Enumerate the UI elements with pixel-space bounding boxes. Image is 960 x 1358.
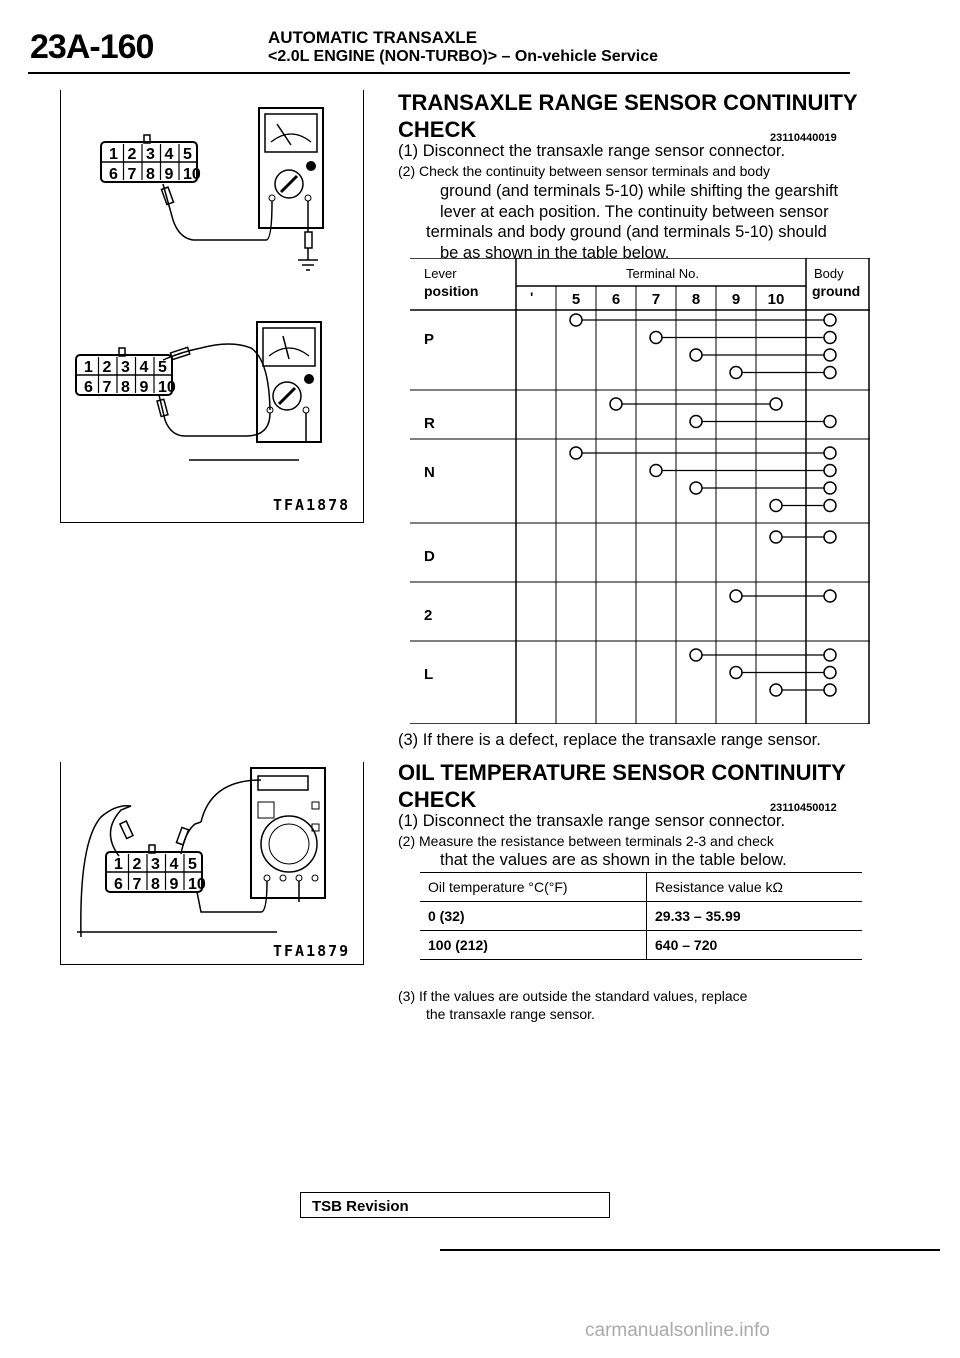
watermark: carmanualsonline.info (585, 1320, 770, 1341)
connector-pin-label: 4 (139, 359, 149, 376)
header-rule (28, 72, 850, 74)
figure-label: TFA1879 (273, 942, 351, 960)
continuity-terminal-dot (570, 314, 582, 326)
header-terminal: Terminal No. (626, 266, 699, 281)
continuity-table (410, 258, 870, 724)
continuity-terminal-dot (770, 500, 782, 512)
connector-pin-label: 2 (127, 146, 137, 163)
oil-section-title: OIL TEMPERATURE SENSOR CONTINUITY CHECK 23110450012 (398, 759, 846, 813)
connector-pin-label: 5 (188, 856, 197, 873)
continuity-terminal-dot (824, 416, 836, 428)
terminal-label: 7 (651, 291, 661, 308)
connector-pin-label: 6 (84, 379, 93, 396)
connector-icon (101, 135, 201, 183)
range-step-2-line-2: ground (and terminals 5-10) while shifting the gearshift (440, 182, 839, 200)
continuity-terminal-dot (824, 367, 836, 379)
connector-pin-label: 3 (146, 146, 155, 163)
connector-pin-label: 4 (164, 146, 174, 163)
position-label: 2 (424, 607, 433, 624)
connector-pin-label: 10 (183, 166, 201, 183)
header-tick: ' (530, 289, 534, 305)
oil-step-3-line-1: (3) If the values are outside the standard values, replace (398, 988, 748, 1004)
header-title: AUTOMATIC TRANSAXLE (268, 28, 478, 47)
position-label: D (424, 548, 435, 565)
connector-pin-label: 9 (139, 379, 149, 396)
terminal-label: 8 (691, 291, 701, 308)
connector-pin-label: 3 (151, 856, 160, 873)
continuity-terminal-dot (690, 349, 702, 361)
terminal-label: 10 (767, 291, 785, 308)
header-ground: ground (812, 283, 861, 299)
continuity-terminal-dot (570, 447, 582, 459)
range-step-3: (3) If there is a defect, replace the transaxle range sensor. (398, 731, 821, 749)
position-label: N (424, 464, 435, 481)
terminal-label: 5 (571, 291, 581, 308)
header-subtitle: <2.0L ENGINE (NON-TURBO)> – On-vehicle Service (268, 48, 659, 65)
terminal-label: 9 (731, 291, 741, 308)
continuity-terminal-dot (824, 332, 836, 344)
ground-symbol-icon (298, 260, 318, 270)
range-section-title: TRANSAXLE RANGE SENSOR CONTINUITY CHECK 23110440019 (398, 89, 858, 143)
connector-pin-label: 1 (84, 359, 93, 376)
oil-step-1: (1) Disconnect the transaxle range sensor connector. (398, 812, 786, 830)
connector-pin-label: 7 (102, 379, 112, 396)
connector-pin-label: 10 (188, 876, 206, 893)
position-label: P (424, 331, 435, 348)
range-step-2-line-4: terminals and body ground (and terminals 5-10) should (426, 223, 827, 241)
connector-icon (76, 348, 176, 396)
resistance-header-temp: Oil temperature °C(°F) (420, 873, 647, 902)
connector-pin-label: 9 (164, 166, 174, 183)
range-step-2-line-1: (2) Check the continuity between sensor terminals and body (398, 163, 770, 179)
oil-step-2-line-2: that the values are as shown in the table below. (440, 851, 787, 869)
multimeter-icon (259, 108, 323, 228)
continuity-terminal-dot (690, 416, 702, 428)
connector-pin-label: 7 (132, 876, 142, 893)
section-code: 23110450012 (770, 802, 837, 814)
continuity-terminal-dot (690, 482, 702, 494)
continuity-terminal-dot (730, 367, 742, 379)
continuity-terminal-dot (824, 590, 836, 602)
tsb-revision-label: TSB Revision (312, 1198, 409, 1215)
continuity-terminal-dot (770, 531, 782, 543)
position-label: R (424, 415, 435, 432)
connector-pin-label: 1 (114, 856, 123, 873)
table-row (420, 931, 862, 960)
connector-pin-label: 9 (169, 876, 179, 893)
oil-temp-illustration (61, 762, 363, 964)
continuity-terminal-dot (824, 667, 836, 679)
resistance-header-value: Resistance value kΩ (647, 873, 863, 902)
connector-pin-label: 8 (151, 876, 160, 893)
table-row (420, 902, 862, 931)
multimeter-icon (257, 322, 321, 442)
continuity-terminal-dot (650, 332, 662, 344)
continuity-terminal-dot (824, 684, 836, 696)
continuity-terminal-dot (824, 500, 836, 512)
range-step-2-line-5: be as shown in the table below. (440, 244, 670, 262)
page-number: 23A-160 (30, 28, 154, 66)
continuity-terminal-dot (824, 482, 836, 494)
position-label: L (424, 666, 434, 683)
figure-oil-temp (60, 762, 364, 965)
connector-pin-label: 2 (102, 359, 112, 376)
header-position: position (424, 283, 479, 299)
temp-cell: 0 (32) (420, 902, 647, 931)
temp-cell: 100 (212) (420, 931, 647, 960)
continuity-terminal-dot (824, 314, 836, 326)
connector-pin-label: 8 (146, 166, 155, 183)
connector-pin-label: 7 (127, 166, 137, 183)
continuity-terminal-dot (770, 398, 782, 410)
continuity-terminal-dot (824, 531, 836, 543)
header-body: Body (814, 266, 844, 281)
connector-pin-label: 6 (109, 166, 118, 183)
connector-pin-label: 10 (158, 379, 176, 396)
resistance-cell: 640 – 720 (647, 931, 863, 960)
header-lever: Lever (424, 266, 457, 281)
continuity-terminal-dot (690, 649, 702, 661)
continuity-terminal-dot (824, 349, 836, 361)
continuity-terminal-dot (610, 398, 622, 410)
connector-pin-label: 8 (121, 379, 130, 396)
oil-step-3-line-2: the transaxle range sensor. (426, 1006, 595, 1022)
continuity-terminal-dot (824, 465, 836, 477)
continuity-terminal-dot (650, 465, 662, 477)
connector-pin-label: 5 (158, 359, 167, 376)
continuity-terminal-dot (824, 447, 836, 459)
connector-pin-label: 2 (132, 856, 142, 873)
terminal-label: 6 (611, 291, 621, 308)
connector-pin-label: 1 (109, 146, 118, 163)
connector-pin-label: 4 (169, 856, 179, 873)
range-sensor-illustration (61, 90, 363, 522)
footer-rule (440, 1249, 940, 1251)
range-step-2-line-3: lever at each position. The continuity between sensor (440, 203, 829, 221)
oil-step-2-line-1: (2) Measure the resistance between terminals 2-3 and check (398, 833, 774, 849)
continuity-terminal-dot (730, 590, 742, 602)
section-code: 23110440019 (770, 132, 837, 144)
resistance-table (420, 872, 862, 960)
continuity-terminal-dot (824, 649, 836, 661)
connector-pin-label: 6 (114, 876, 123, 893)
continuity-terminal-dot (770, 684, 782, 696)
resistance-cell: 29.33 – 35.99 (647, 902, 863, 931)
range-step-1: (1) Disconnect the transaxle range sensor connector. (398, 142, 786, 160)
connector-pin-label: 5 (183, 146, 192, 163)
multimeter-icon (251, 768, 325, 898)
figure-label: TFA1878 (273, 496, 351, 514)
connector-icon (106, 845, 206, 893)
figure-range-sensor (60, 90, 364, 523)
connector-pin-label: 3 (121, 359, 130, 376)
continuity-terminal-dot (730, 667, 742, 679)
